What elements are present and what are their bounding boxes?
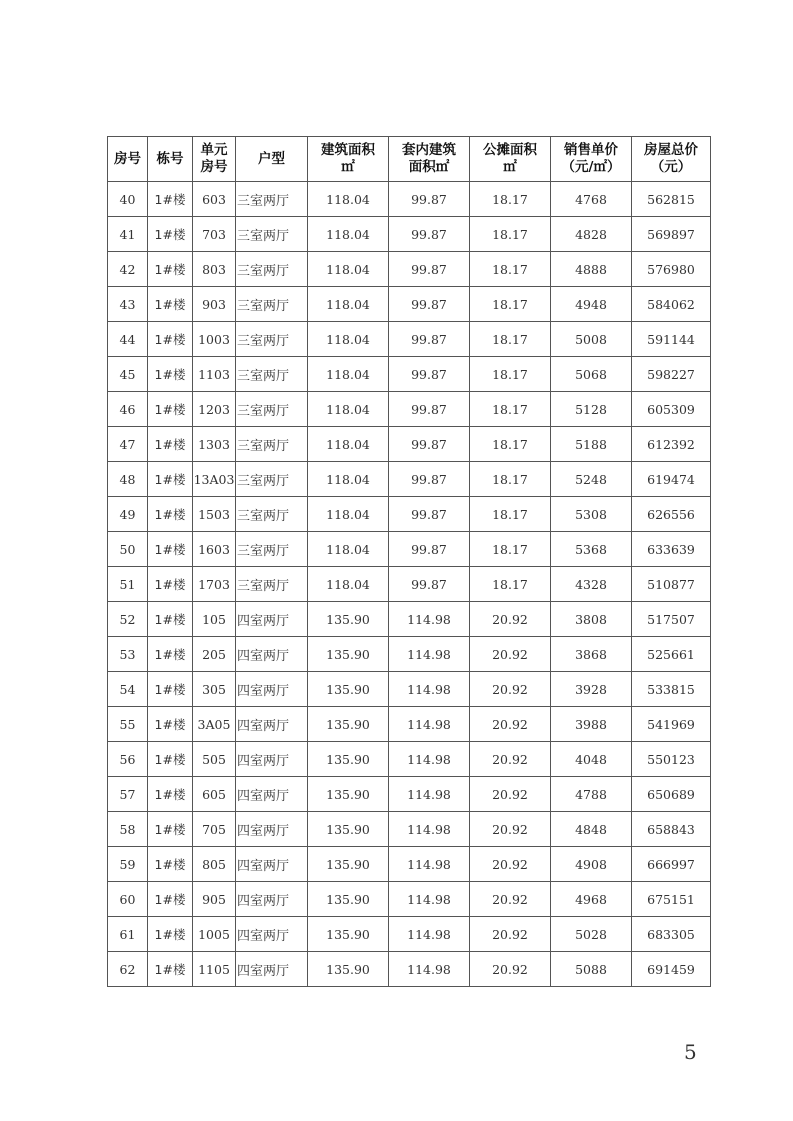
cell-room-no: 53 — [108, 637, 148, 672]
cell-shared-area: 18.17 — [470, 252, 551, 287]
table-body — [108, 182, 711, 987]
cell-gross-area: 135.90 — [308, 847, 389, 882]
table-row — [108, 847, 711, 882]
table-header-row — [108, 137, 711, 182]
cell-gross-area: 135.90 — [308, 602, 389, 637]
cell-unit-price: 5308 — [551, 497, 632, 532]
cell-total-price: 533815 — [632, 672, 711, 707]
cell-layout: 三室两厅 — [236, 392, 308, 427]
cell-net-area: 114.98 — [389, 672, 470, 707]
cell-total-price: 612392 — [632, 427, 711, 462]
cell-total-price: 584062 — [632, 287, 711, 322]
cell-unit-no: 505 — [193, 742, 236, 777]
cell-unit-no: 1103 — [193, 357, 236, 392]
cell-shared-area: 20.92 — [470, 917, 551, 952]
cell-shared-area: 18.17 — [470, 427, 551, 462]
cell-building: 1#楼 — [148, 567, 193, 602]
cell-room-no: 46 — [108, 392, 148, 427]
cell-total-price: 541969 — [632, 707, 711, 742]
cell-total-price: 605309 — [632, 392, 711, 427]
cell-gross-area: 135.90 — [308, 882, 389, 917]
header-unit-no: 单元 房号 — [193, 137, 236, 182]
cell-room-no: 52 — [108, 602, 148, 637]
price-table — [107, 136, 711, 987]
cell-unit-no: 1503 — [193, 497, 236, 532]
cell-layout: 四室两厅 — [236, 602, 308, 637]
cell-net-area: 99.87 — [389, 357, 470, 392]
cell-layout: 四室两厅 — [236, 777, 308, 812]
cell-unit-no: 705 — [193, 812, 236, 847]
cell-layout: 三室两厅 — [236, 252, 308, 287]
cell-room-no: 57 — [108, 777, 148, 812]
cell-room-no: 41 — [108, 217, 148, 252]
cell-unit-price: 5368 — [551, 532, 632, 567]
cell-gross-area: 118.04 — [308, 322, 389, 357]
cell-building: 1#楼 — [148, 917, 193, 952]
table-row — [108, 812, 711, 847]
cell-shared-area: 18.17 — [470, 217, 551, 252]
cell-building: 1#楼 — [148, 182, 193, 217]
cell-room-no: 54 — [108, 672, 148, 707]
cell-net-area: 99.87 — [389, 567, 470, 602]
cell-total-price: 619474 — [632, 462, 711, 497]
cell-room-no: 60 — [108, 882, 148, 917]
cell-building: 1#楼 — [148, 497, 193, 532]
table-row — [108, 707, 711, 742]
cell-building: 1#楼 — [148, 882, 193, 917]
cell-building: 1#楼 — [148, 462, 193, 497]
cell-layout: 三室两厅 — [236, 567, 308, 602]
cell-unit-price: 4768 — [551, 182, 632, 217]
cell-unit-no: 205 — [193, 637, 236, 672]
cell-unit-price: 5128 — [551, 392, 632, 427]
cell-total-price: 650689 — [632, 777, 711, 812]
cell-unit-no: 1003 — [193, 322, 236, 357]
cell-room-no: 59 — [108, 847, 148, 882]
page-number: 5 — [684, 1040, 697, 1064]
cell-unit-no: 1203 — [193, 392, 236, 427]
cell-net-area: 114.98 — [389, 777, 470, 812]
table-row — [108, 882, 711, 917]
cell-layout: 四室两厅 — [236, 742, 308, 777]
cell-unit-price: 4788 — [551, 777, 632, 812]
cell-building: 1#楼 — [148, 812, 193, 847]
table-row — [108, 217, 711, 252]
cell-total-price: 525661 — [632, 637, 711, 672]
table-row — [108, 917, 711, 952]
cell-net-area: 99.87 — [389, 532, 470, 567]
cell-room-no: 40 — [108, 182, 148, 217]
cell-unit-price: 5188 — [551, 427, 632, 462]
cell-total-price: 626556 — [632, 497, 711, 532]
cell-room-no: 47 — [108, 427, 148, 462]
cell-unit-no: 905 — [193, 882, 236, 917]
cell-shared-area: 18.17 — [470, 287, 551, 322]
cell-layout: 四室两厅 — [236, 917, 308, 952]
cell-net-area: 114.98 — [389, 812, 470, 847]
cell-gross-area: 135.90 — [308, 637, 389, 672]
cell-building: 1#楼 — [148, 357, 193, 392]
cell-layout: 三室两厅 — [236, 462, 308, 497]
table-row — [108, 602, 711, 637]
cell-unit-price: 4948 — [551, 287, 632, 322]
cell-gross-area: 118.04 — [308, 532, 389, 567]
cell-net-area: 114.98 — [389, 952, 470, 987]
cell-layout: 三室两厅 — [236, 357, 308, 392]
cell-room-no: 51 — [108, 567, 148, 602]
cell-room-no: 45 — [108, 357, 148, 392]
cell-shared-area: 20.92 — [470, 707, 551, 742]
cell-net-area: 114.98 — [389, 637, 470, 672]
cell-net-area: 99.87 — [389, 217, 470, 252]
table-row — [108, 777, 711, 812]
cell-unit-price: 3868 — [551, 637, 632, 672]
cell-shared-area: 18.17 — [470, 357, 551, 392]
cell-unit-price: 3988 — [551, 707, 632, 742]
cell-gross-area: 135.90 — [308, 812, 389, 847]
cell-building: 1#楼 — [148, 252, 193, 287]
cell-unit-no: 1005 — [193, 917, 236, 952]
cell-net-area: 114.98 — [389, 707, 470, 742]
cell-shared-area: 20.92 — [470, 637, 551, 672]
cell-unit-no: 903 — [193, 287, 236, 322]
cell-shared-area: 20.92 — [470, 672, 551, 707]
cell-room-no: 50 — [108, 532, 148, 567]
table-row — [108, 427, 711, 462]
cell-unit-no: 105 — [193, 602, 236, 637]
cell-room-no: 56 — [108, 742, 148, 777]
cell-room-no: 42 — [108, 252, 148, 287]
cell-unit-price: 5028 — [551, 917, 632, 952]
cell-unit-no: 605 — [193, 777, 236, 812]
cell-net-area: 114.98 — [389, 742, 470, 777]
cell-shared-area: 20.92 — [470, 777, 551, 812]
cell-net-area: 114.98 — [389, 882, 470, 917]
cell-unit-price: 3808 — [551, 602, 632, 637]
cell-layout: 三室两厅 — [236, 217, 308, 252]
cell-total-price: 675151 — [632, 882, 711, 917]
cell-total-price: 658843 — [632, 812, 711, 847]
cell-unit-price: 4848 — [551, 812, 632, 847]
table-row — [108, 567, 711, 602]
cell-building: 1#楼 — [148, 742, 193, 777]
cell-total-price: 591144 — [632, 322, 711, 357]
cell-room-no: 55 — [108, 707, 148, 742]
cell-unit-no: 1603 — [193, 532, 236, 567]
cell-unit-no: 703 — [193, 217, 236, 252]
cell-room-no: 61 — [108, 917, 148, 952]
cell-gross-area: 118.04 — [308, 497, 389, 532]
cell-net-area: 99.87 — [389, 322, 470, 357]
cell-layout: 三室两厅 — [236, 532, 308, 567]
cell-total-price: 666997 — [632, 847, 711, 882]
cell-total-price: 633639 — [632, 532, 711, 567]
table-row — [108, 322, 711, 357]
cell-gross-area: 135.90 — [308, 707, 389, 742]
cell-shared-area: 20.92 — [470, 812, 551, 847]
cell-gross-area: 118.04 — [308, 392, 389, 427]
cell-gross-area: 118.04 — [308, 357, 389, 392]
cell-shared-area: 20.92 — [470, 952, 551, 987]
cell-layout: 四室两厅 — [236, 882, 308, 917]
cell-gross-area: 135.90 — [308, 777, 389, 812]
cell-net-area: 114.98 — [389, 602, 470, 637]
cell-shared-area: 18.17 — [470, 567, 551, 602]
cell-building: 1#楼 — [148, 602, 193, 637]
cell-total-price: 550123 — [632, 742, 711, 777]
cell-unit-no: 1303 — [193, 427, 236, 462]
cell-room-no: 44 — [108, 322, 148, 357]
table-row — [108, 532, 711, 567]
table-row — [108, 462, 711, 497]
cell-shared-area: 20.92 — [470, 847, 551, 882]
cell-shared-area: 20.92 — [470, 602, 551, 637]
cell-building: 1#楼 — [148, 322, 193, 357]
cell-net-area: 99.87 — [389, 182, 470, 217]
cell-room-no: 43 — [108, 287, 148, 322]
table-row — [108, 497, 711, 532]
cell-shared-area: 18.17 — [470, 462, 551, 497]
table-row — [108, 252, 711, 287]
cell-total-price: 562815 — [632, 182, 711, 217]
price-table-container — [107, 136, 710, 987]
cell-gross-area: 118.04 — [308, 287, 389, 322]
table-row — [108, 357, 711, 392]
cell-gross-area: 135.90 — [308, 742, 389, 777]
cell-total-price: 691459 — [632, 952, 711, 987]
table-row — [108, 392, 711, 427]
cell-layout: 三室两厅 — [236, 287, 308, 322]
cell-shared-area: 18.17 — [470, 392, 551, 427]
header-unit-price: 销售单价 （元/㎡） — [551, 137, 632, 182]
cell-unit-price: 5008 — [551, 322, 632, 357]
cell-total-price: 598227 — [632, 357, 711, 392]
cell-building: 1#楼 — [148, 847, 193, 882]
cell-gross-area: 118.04 — [308, 567, 389, 602]
cell-layout: 四室两厅 — [236, 952, 308, 987]
cell-shared-area: 20.92 — [470, 742, 551, 777]
cell-gross-area: 118.04 — [308, 217, 389, 252]
cell-unit-price: 5068 — [551, 357, 632, 392]
cell-total-price: 576980 — [632, 252, 711, 287]
cell-unit-price: 4328 — [551, 567, 632, 602]
cell-shared-area: 20.92 — [470, 882, 551, 917]
cell-unit-no: 603 — [193, 182, 236, 217]
cell-shared-area: 18.17 — [470, 182, 551, 217]
table-row — [108, 672, 711, 707]
header-room-no: 房号 — [108, 137, 148, 182]
cell-unit-price: 5248 — [551, 462, 632, 497]
cell-total-price: 517507 — [632, 602, 711, 637]
cell-net-area: 99.87 — [389, 392, 470, 427]
header-total-price: 房屋总价 （元） — [632, 137, 711, 182]
header-layout: 户型 — [236, 137, 308, 182]
cell-building: 1#楼 — [148, 392, 193, 427]
header-gross-area: 建筑面积 ㎡ — [308, 137, 389, 182]
cell-room-no: 48 — [108, 462, 148, 497]
cell-building: 1#楼 — [148, 637, 193, 672]
cell-gross-area: 118.04 — [308, 252, 389, 287]
cell-unit-price: 3928 — [551, 672, 632, 707]
cell-net-area: 114.98 — [389, 917, 470, 952]
cell-unit-no: 13A03 — [193, 462, 236, 497]
cell-building: 1#楼 — [148, 217, 193, 252]
cell-building: 1#楼 — [148, 707, 193, 742]
cell-unit-price: 4828 — [551, 217, 632, 252]
cell-layout: 四室两厅 — [236, 812, 308, 847]
table-row — [108, 637, 711, 672]
cell-total-price: 510877 — [632, 567, 711, 602]
cell-net-area: 99.87 — [389, 252, 470, 287]
cell-net-area: 114.98 — [389, 847, 470, 882]
table-row — [108, 952, 711, 987]
cell-layout: 四室两厅 — [236, 672, 308, 707]
cell-building: 1#楼 — [148, 952, 193, 987]
header-shared-area: 公摊面积 ㎡ — [470, 137, 551, 182]
cell-unit-price: 4908 — [551, 847, 632, 882]
cell-building: 1#楼 — [148, 672, 193, 707]
cell-unit-no: 3A05 — [193, 707, 236, 742]
cell-net-area: 99.87 — [389, 427, 470, 462]
cell-unit-no: 1703 — [193, 567, 236, 602]
cell-layout: 四室两厅 — [236, 707, 308, 742]
cell-building: 1#楼 — [148, 427, 193, 462]
cell-shared-area: 18.17 — [470, 497, 551, 532]
cell-unit-no: 805 — [193, 847, 236, 882]
table-row — [108, 287, 711, 322]
table-row — [108, 182, 711, 217]
cell-gross-area: 135.90 — [308, 672, 389, 707]
cell-layout: 四室两厅 — [236, 637, 308, 672]
cell-unit-price: 5088 — [551, 952, 632, 987]
cell-shared-area: 18.17 — [470, 532, 551, 567]
cell-shared-area: 18.17 — [470, 322, 551, 357]
cell-net-area: 99.87 — [389, 497, 470, 532]
cell-gross-area: 118.04 — [308, 182, 389, 217]
cell-layout: 三室两厅 — [236, 182, 308, 217]
cell-layout: 三室两厅 — [236, 322, 308, 357]
cell-unit-no: 1105 — [193, 952, 236, 987]
cell-layout: 三室两厅 — [236, 427, 308, 462]
cell-layout: 四室两厅 — [236, 847, 308, 882]
cell-room-no: 49 — [108, 497, 148, 532]
cell-total-price: 569897 — [632, 217, 711, 252]
cell-unit-price: 4888 — [551, 252, 632, 287]
cell-unit-price: 4048 — [551, 742, 632, 777]
cell-net-area: 99.87 — [389, 462, 470, 497]
cell-total-price: 683305 — [632, 917, 711, 952]
cell-layout: 三室两厅 — [236, 497, 308, 532]
cell-gross-area: 135.90 — [308, 917, 389, 952]
cell-unit-no: 305 — [193, 672, 236, 707]
header-net-area: 套内建筑 面积㎡ — [389, 137, 470, 182]
cell-unit-no: 803 — [193, 252, 236, 287]
cell-building: 1#楼 — [148, 777, 193, 812]
cell-building: 1#楼 — [148, 532, 193, 567]
table-row — [108, 742, 711, 777]
header-building: 栋号 — [148, 137, 193, 182]
cell-gross-area: 135.90 — [308, 952, 389, 987]
cell-gross-area: 118.04 — [308, 462, 389, 497]
cell-room-no: 62 — [108, 952, 148, 987]
cell-gross-area: 118.04 — [308, 427, 389, 462]
cell-building: 1#楼 — [148, 287, 193, 322]
cell-room-no: 58 — [108, 812, 148, 847]
cell-unit-price: 4968 — [551, 882, 632, 917]
cell-net-area: 99.87 — [389, 287, 470, 322]
